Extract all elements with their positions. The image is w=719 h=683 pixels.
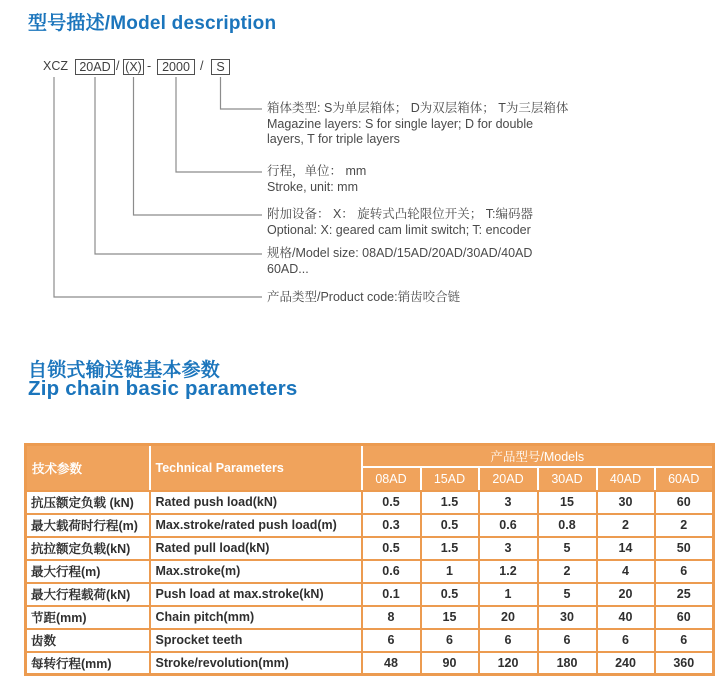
param-value: 240 bbox=[597, 652, 655, 675]
callout-line: 行程，单位： mm bbox=[267, 164, 367, 178]
model-size-header: 30AD bbox=[538, 467, 597, 491]
param-value: 5 bbox=[538, 537, 597, 560]
table-row bbox=[26, 560, 714, 583]
table-row bbox=[26, 606, 714, 629]
callout-line: Stroke, unit: mm bbox=[267, 179, 358, 194]
callout-line: 附加设备： X： 旋转式凸轮限位开关； T:编码器 bbox=[267, 207, 533, 221]
param-name-cn: 每转行程(mm) bbox=[26, 652, 150, 675]
param-name-en: Push load at max.stroke(kN) bbox=[150, 583, 362, 606]
param-name-en: Max.stroke/rated push load(m) bbox=[150, 514, 362, 537]
param-name-en: Max.stroke(m) bbox=[150, 560, 362, 583]
param-value: 6 bbox=[655, 629, 714, 652]
parameters-table bbox=[24, 443, 715, 676]
column-header-params-en: Technical Parameters bbox=[150, 445, 362, 491]
table-row bbox=[26, 491, 714, 514]
param-value: 6 bbox=[655, 560, 714, 583]
param-value: 0.5 bbox=[362, 537, 421, 560]
param-value: 0.8 bbox=[538, 514, 597, 537]
param-value: 60 bbox=[655, 491, 714, 514]
param-value: 15 bbox=[421, 606, 479, 629]
page-title: 型号描述/Model description bbox=[28, 13, 277, 34]
param-value: 6 bbox=[362, 629, 421, 652]
param-value: 40 bbox=[597, 606, 655, 629]
column-header-params-cn: 技术参数 bbox=[26, 445, 150, 491]
param-value: 5 bbox=[538, 583, 597, 606]
param-value: 6 bbox=[479, 629, 538, 652]
callout-line: Magazine layers: S for single layer; D for double bbox=[267, 116, 534, 131]
param-name-cn: 抗拉额定负载(kN) bbox=[26, 537, 150, 560]
callout-line: 箱体类型: S为单层箱体； D为双层箱体； T为三层箱体 bbox=[267, 101, 569, 115]
param-value: 14 bbox=[597, 537, 655, 560]
model-code-separator: / bbox=[200, 59, 204, 73]
param-value: 0.5 bbox=[421, 583, 479, 606]
param-value: 90 bbox=[421, 652, 479, 675]
param-value: 2 bbox=[538, 560, 597, 583]
param-value: 2 bbox=[655, 514, 714, 537]
model-size-header: 40AD bbox=[597, 467, 655, 491]
table-row bbox=[26, 629, 714, 652]
param-value: 2 bbox=[597, 514, 655, 537]
callout-line: 60AD... bbox=[267, 261, 309, 276]
model-size-header: 15AD bbox=[421, 467, 479, 491]
table-header-row-1 bbox=[26, 445, 714, 467]
param-value: 25 bbox=[655, 583, 714, 606]
param-value: 1.5 bbox=[421, 491, 479, 514]
param-value: 8 bbox=[362, 606, 421, 629]
model-size-header: 08AD bbox=[362, 467, 421, 491]
table-row bbox=[26, 583, 714, 606]
param-value: 3 bbox=[479, 491, 538, 514]
column-header-models-group: 产品型号/Models bbox=[362, 445, 714, 467]
param-value: 3 bbox=[479, 537, 538, 560]
param-name-cn: 最大载荷时行程(m) bbox=[26, 514, 150, 537]
param-value: 20 bbox=[479, 606, 538, 629]
model-code-prefix: XCZ bbox=[43, 59, 68, 73]
callout-stroke-unit bbox=[267, 164, 366, 195]
param-value: 6 bbox=[597, 629, 655, 652]
param-value: 0.5 bbox=[421, 514, 479, 537]
param-value: 20 bbox=[597, 583, 655, 606]
callout-model-size bbox=[267, 246, 532, 277]
callout-line: Optional: X: geared cam limit switch; T: encoder bbox=[267, 222, 531, 237]
model-code-diagram bbox=[0, 0, 719, 330]
param-value: 360 bbox=[655, 652, 714, 675]
param-value: 0.5 bbox=[362, 491, 421, 514]
param-name-cn: 节距(mm) bbox=[26, 606, 150, 629]
param-value: 6 bbox=[421, 629, 479, 652]
param-value: 60 bbox=[655, 606, 714, 629]
param-name-en: Sprocket teeth bbox=[150, 629, 362, 652]
param-name-en: Rated push load(kN) bbox=[150, 491, 362, 514]
param-value: 4 bbox=[597, 560, 655, 583]
callout-optional-devices bbox=[267, 207, 533, 238]
param-value: 30 bbox=[538, 606, 597, 629]
param-name-en: Stroke/revolution(mm) bbox=[150, 652, 362, 675]
param-value: 0.6 bbox=[479, 514, 538, 537]
callout-magazine-layers bbox=[267, 101, 568, 148]
param-value: 180 bbox=[538, 652, 597, 675]
param-value: 0.1 bbox=[362, 583, 421, 606]
section-title-en: Zip chain basic parameters bbox=[28, 377, 298, 400]
param-name-cn: 最大行程载荷(kN) bbox=[26, 583, 150, 606]
table-row bbox=[26, 537, 714, 560]
param-value: 6 bbox=[538, 629, 597, 652]
param-value: 1 bbox=[479, 583, 538, 606]
model-code-box-stroke: 2000 bbox=[157, 59, 195, 75]
callout-line: 产品类型/Product code:销齿咬合链 bbox=[267, 290, 461, 304]
model-code-box-optional: (X) bbox=[123, 59, 144, 75]
model-size-header: 60AD bbox=[655, 467, 714, 491]
section-title-cn: 自锁式输送链基本参数 bbox=[28, 360, 221, 381]
table-row bbox=[26, 514, 714, 537]
param-value: 1.5 bbox=[421, 537, 479, 560]
callout-line: 规格/Model size: 08AD/15AD/20AD/30AD/40AD bbox=[267, 246, 533, 260]
param-value: 1.2 bbox=[479, 560, 538, 583]
param-name-en: Rated pull load(kN) bbox=[150, 537, 362, 560]
callout-product-code bbox=[267, 290, 460, 306]
param-value: 50 bbox=[655, 537, 714, 560]
param-value: 15 bbox=[538, 491, 597, 514]
param-name-cn: 抗压额定负载 (kN) bbox=[26, 491, 150, 514]
model-code-box-size: 20AD bbox=[75, 59, 115, 75]
param-name-en: Chain pitch(mm) bbox=[150, 606, 362, 629]
param-value: 120 bbox=[479, 652, 538, 675]
model-code-separator: / bbox=[116, 59, 120, 73]
param-value: 48 bbox=[362, 652, 421, 675]
callout-line: layers, T for triple layers bbox=[267, 132, 400, 146]
param-value: 1 bbox=[421, 560, 479, 583]
table-row bbox=[26, 652, 714, 675]
param-value: 0.3 bbox=[362, 514, 421, 537]
param-name-cn: 最大行程(m) bbox=[26, 560, 150, 583]
param-value: 0.6 bbox=[362, 560, 421, 583]
param-value: 30 bbox=[597, 491, 655, 514]
model-code-separator: - bbox=[147, 59, 152, 73]
model-code-box-layers: S bbox=[211, 59, 230, 75]
model-size-header: 20AD bbox=[479, 467, 538, 491]
param-name-cn: 齿数 bbox=[26, 629, 150, 652]
